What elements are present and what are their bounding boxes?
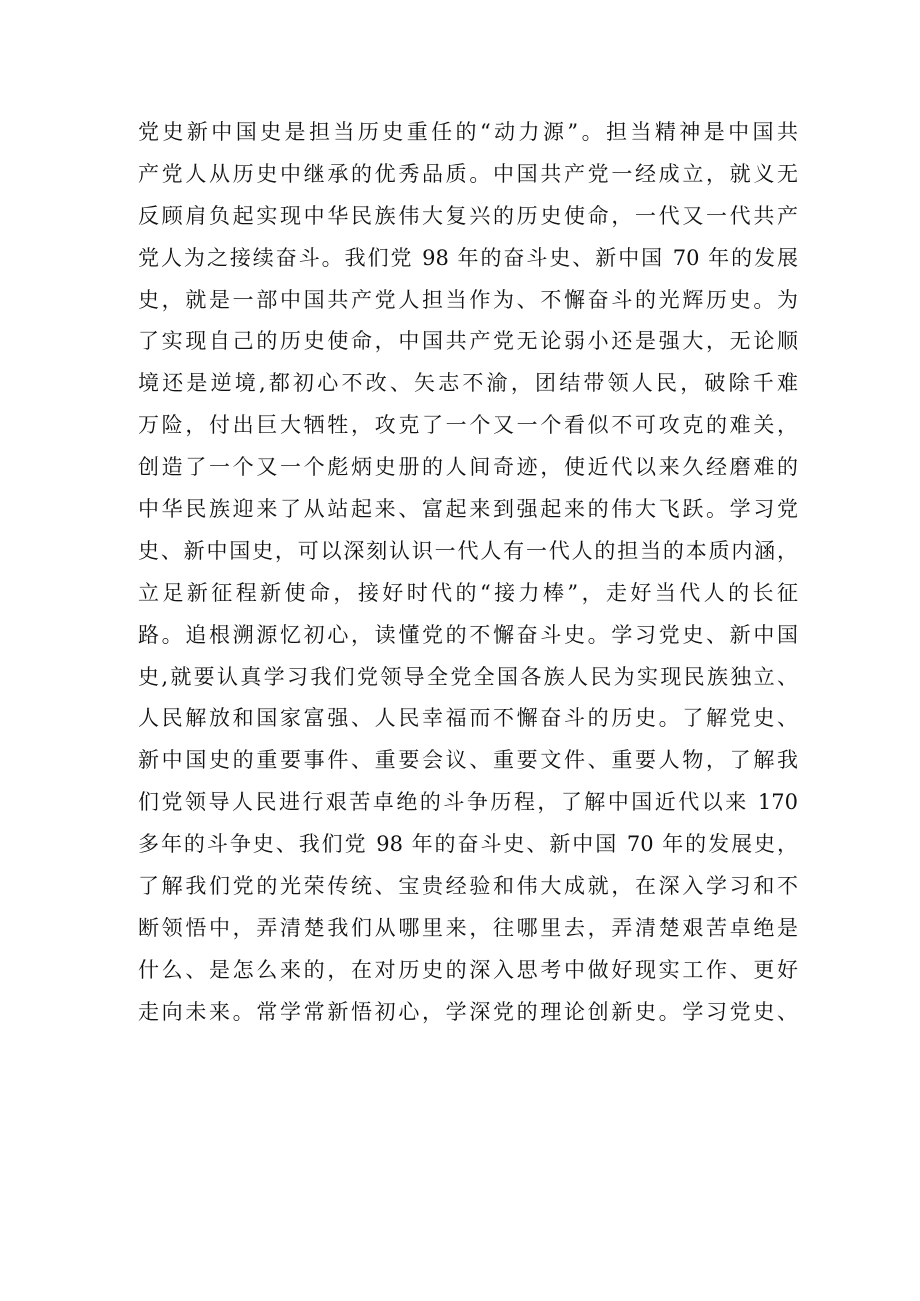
body-text	[138, 112, 798, 1034]
text-line: 创造了一个又一个彪炳史册的人间奇迹，使近代以来久经磨难的	[138, 455, 798, 480]
text-line: 党史新中国史是担当历史重任的“动力源”。担当精神是中国共	[138, 120, 798, 144]
text-line: 人民解放和国家富强、人民幸福而不懈奋斗的历史。了解党史、	[138, 706, 798, 731]
text-line: 路。追根溯源忆初心，读懂党的不懈奋斗史。学习党史、新中国	[138, 622, 798, 647]
text-line: 新中国史的重要事件、重要会议、重要文件、重要人物，了解我	[138, 748, 798, 773]
text-line: 走向未来。常学常新悟初心，学深党的理论创新史。学习党史、	[138, 999, 798, 1024]
text-line: 境还是逆境,都初心不改、矢志不渝，团结带领人民，破除千难	[138, 371, 798, 396]
text-line: 史，就是一部中国共产党人担当作为、不懈奋斗的光辉历史。为	[138, 287, 798, 312]
text-line: 党人为之接续奋斗。我们党 98 年的奋斗史、新中国 70 年的发展	[138, 245, 798, 270]
text-line: 中华民族迎来了从站起来、富起来到强起来的伟大飞跃。学习党	[138, 497, 798, 522]
text-line: 史,就要认真学习我们党领导全党全国各族人民为实现民族独立、	[138, 664, 798, 689]
text-line: 什么、是怎么来的，在对历史的深入思考中做好现实工作、更好	[138, 957, 798, 982]
text-line: 反顾肩负起实现中华民族伟大复兴的历史使命，一代又一代共产	[138, 203, 798, 228]
text-line: 立足新征程新使命，接好时代的“接力棒”，走好当代人的长征	[138, 580, 798, 605]
text-line: 了实现自己的历史使命，中国共产党无论弱小还是强大，无论顺	[138, 329, 798, 354]
text-line: 了解我们党的光荣传统、宝贵经验和伟大成就，在深入学习和不	[138, 874, 798, 899]
text-line: 产党人从历史中继承的优秀品质。中国共产党一经成立，就义无	[138, 161, 798, 186]
text-line: 万险，付出巨大牺牲，攻克了一个又一个看似不可攻克的难关，	[138, 413, 798, 438]
text-line: 史、新中国史，可以深刻认识一代人有一代人的担当的本质内涵，	[138, 538, 798, 563]
text-line: 多年的斗争史、我们党 98 年的奋斗史、新中国 70 年的发展史，	[138, 832, 798, 857]
text-line: 们党领导人民进行艰苦卓绝的斗争历程，了解中国近代以来 170	[138, 790, 798, 815]
text-line: 断领悟中，弄清楚我们从哪里来，往哪里去，弄清楚艰苦卓绝是	[138, 915, 798, 940]
